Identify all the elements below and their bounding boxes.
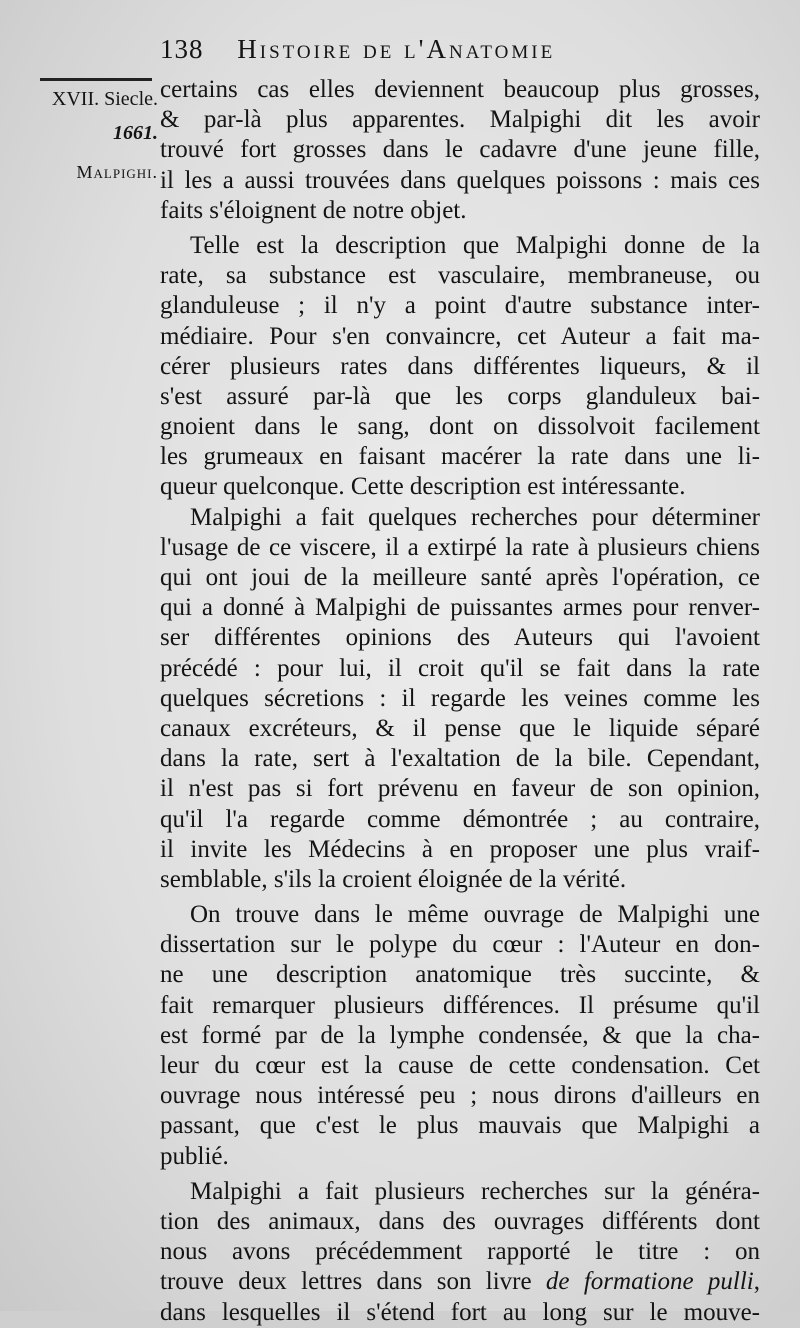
text-line: les grumeaux en faisant macérer la rate dans une li-	[160, 443, 760, 471]
paragraph	[160, 231, 760, 503]
text-line: dissertation sur le polype du cœur : l'Auteur en don-	[160, 931, 760, 959]
text-line: il n'est pas si fort prévenu en faveur de son opinion,	[160, 775, 760, 803]
margin-year: 1661.	[113, 122, 158, 144]
text-line: qu'il l'a regarde comme démontrée ; au contraire,	[160, 805, 760, 833]
text-line: il les a aussi trouvées dans quelques poissons : mais ces	[160, 166, 760, 194]
text-line: Malpighi a fait plusieurs recherches sur la généra-	[190, 1177, 760, 1205]
text-line: passant, que c'est le plus mauvais que Malpighi a	[160, 1112, 760, 1140]
text-line: est formé par de la lymphe condensée, & que la cha-	[160, 1021, 760, 1049]
text-line: Malpighi a fait quelques recherches pour déterminer	[190, 503, 760, 531]
text-line: l'usage de ce viscere, il a extirpé la rate à plusieurs chiens	[160, 533, 760, 561]
text-fragment: trouve deux lettres dans son livre	[160, 1268, 546, 1296]
text-line: quelques sécretions : il regarde les veines comme les	[160, 684, 760, 712]
text-line: ser différentes opinions des Auteurs qui l'avoient	[160, 624, 760, 652]
text-line: trouvé fort grosses dans le cadavre d'une jeune fille,	[160, 136, 760, 164]
text-line: dans la rate, sert à l'exaltation de la bile. Cependant,	[160, 745, 760, 773]
text-line: certains cas elles deviennent beaucoup plus grosses,	[160, 76, 760, 103]
paragraph	[160, 503, 760, 895]
text-line: précédé : pour lui, il croit qu'il se fait dans la rate	[160, 654, 760, 682]
paragraph	[160, 75, 760, 226]
text-line: nous avons précédemment rapporté le titre : on	[160, 1238, 760, 1266]
text-line: qui ont joui de la meilleure santé après l'opération, ce	[160, 564, 760, 591]
text-line: queur quelconque. Cette description est intéressante.	[160, 473, 686, 501]
text-line: qui a donné à Malpighi de puissantes armes pour renver-	[160, 594, 760, 622]
text-line: & par-là plus apparentes. Malpighi dit les avoir	[160, 106, 760, 134]
text-line: faits s'éloignent de notre objet.	[160, 196, 467, 224]
margin-century: XVII. Siecle.	[51, 88, 158, 110]
text-line: fait remarquer plusieurs différences. Il présume qu'il	[160, 991, 760, 1019]
text-fragment: ,	[753, 1268, 760, 1296]
text-line: il invite les Médecins à en proposer une plus vraif-	[160, 835, 760, 863]
text-line: cérer plusieurs rates dans différentes liqueurs, & il	[160, 352, 760, 380]
text-line: ouvrage nous intéressé peu ; nous dirons d'ailleurs en	[160, 1082, 760, 1110]
page-number: 138	[160, 34, 204, 64]
text-line: médiaire. Pour s'en convaincre, cet Auteur a fait ma-	[160, 322, 760, 350]
text-line: gnoient dans le sang, dont on dissolvoit facilement	[160, 413, 760, 441]
margin-rule	[40, 78, 152, 81]
text-line: s'est assuré par-là que les corps glanduleux bai-	[160, 382, 760, 410]
text-line: Telle est la description que Malpighi donne de la	[190, 231, 760, 259]
text-line: semblable, s'ils la croient éloignée de la vérité.	[160, 865, 627, 893]
paragraph	[160, 1177, 760, 1328]
text-line: dans lesquelles il s'étend fort au long sur le mouve-	[160, 1298, 760, 1326]
text-line: On trouve dans le même ouvrage de Malpighi une	[190, 901, 760, 929]
paragraph	[160, 900, 760, 1172]
text-line: rate, sa substance est vasculaire, membraneuse, ou	[160, 262, 760, 290]
text-line: canaux excréteurs, & il pense que le liquide séparé	[160, 714, 760, 742]
text-line: tion des animaux, dans des ouvrages différents dont	[160, 1207, 760, 1235]
book-title-italic: de formatione pulli	[545, 1268, 754, 1296]
text-line: publié.	[160, 1142, 229, 1170]
margin-name: Malpighi.	[76, 162, 158, 182]
text-line: ne une description anatomique très succinte, &	[160, 961, 760, 989]
body-text	[160, 75, 760, 1328]
text-line	[160, 1267, 760, 1297]
text-line: leur du cœur est la cause de cette condensation. Cet	[160, 1052, 760, 1079]
running-title: Histoire de l'Anatomie	[237, 34, 556, 64]
running-header	[160, 34, 760, 65]
text-line: glanduleuse ; il n'y a point d'autre substance inter-	[160, 292, 760, 320]
